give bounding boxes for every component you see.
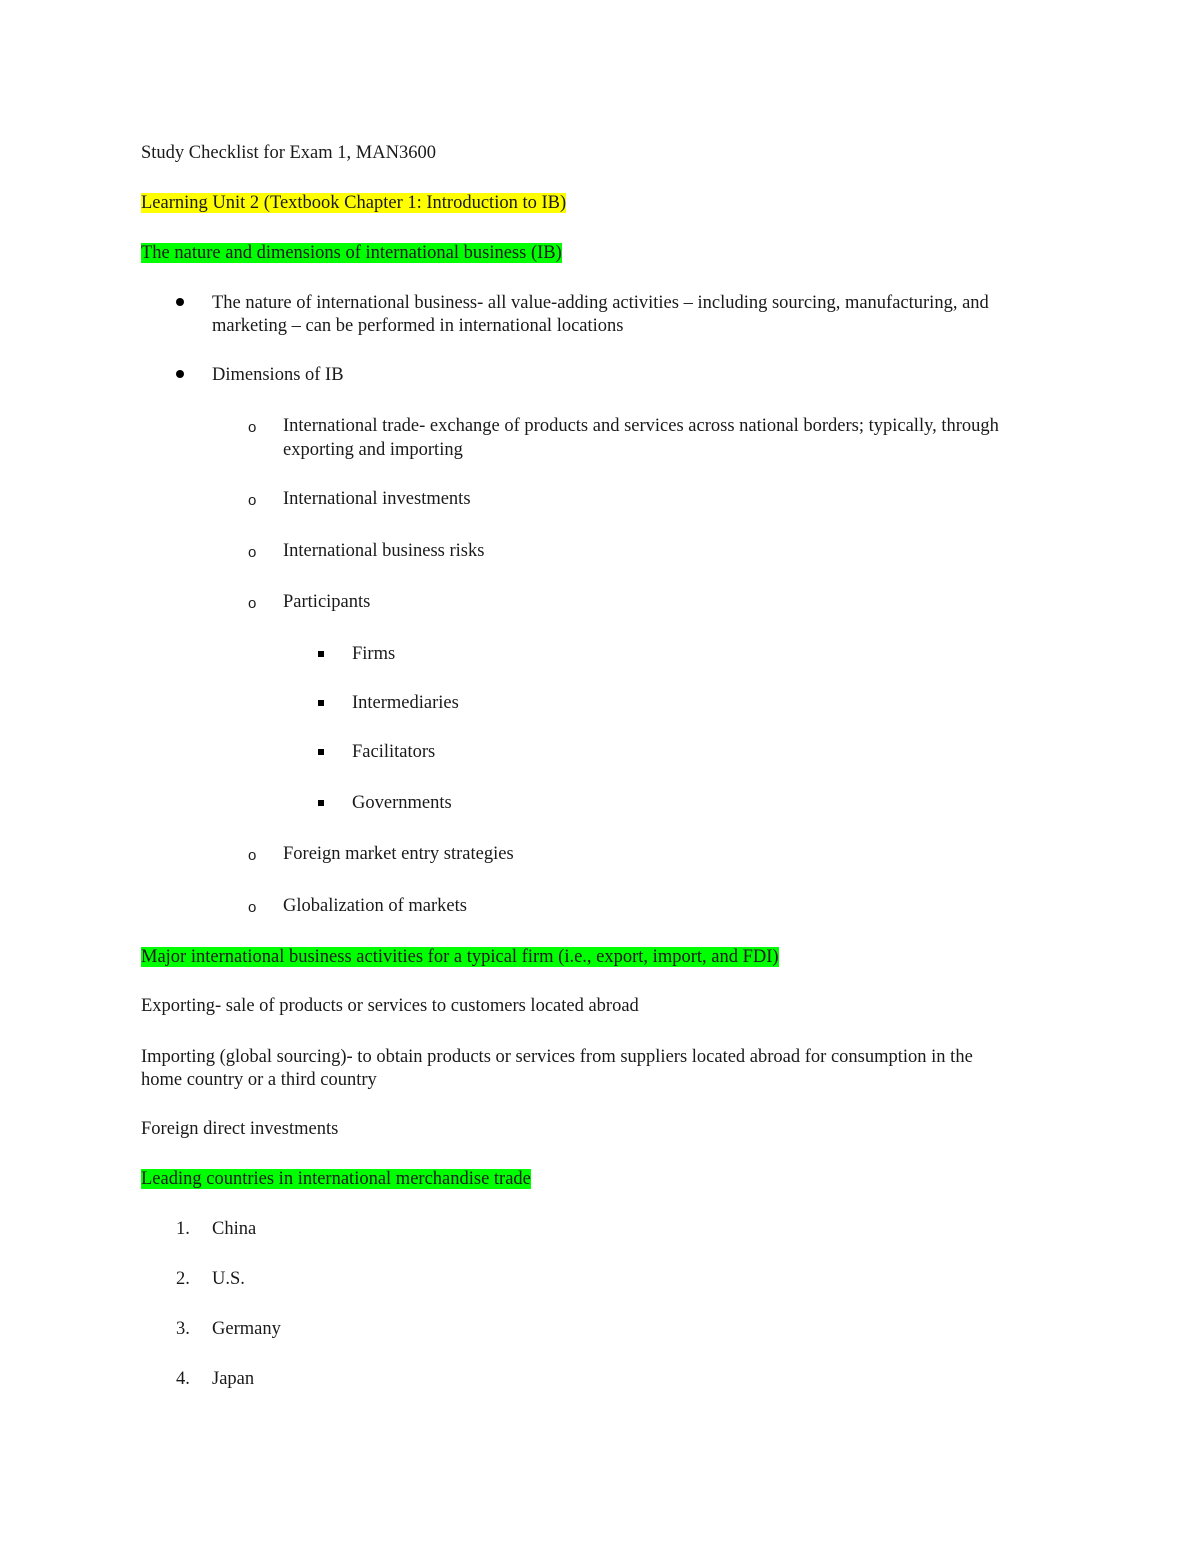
square-bullet-icon	[318, 651, 324, 657]
sub-item-trade: International trade- exchange of products and services across national borders; typically, through	[283, 416, 999, 436]
exporting-text: Exporting- sale of products or services to customers located abroad	[141, 996, 639, 1016]
unit-heading-text: Learning Unit 2 (Textbook Chapter 1: Introduction to IB)	[141, 193, 567, 213]
square-bullet-icon	[318, 700, 324, 706]
circle-bullet-icon: o	[248, 544, 257, 561]
sub-item-globalization: Globalization of markets	[283, 896, 467, 916]
bullet-dot-icon	[176, 298, 184, 306]
importing-text: home country or a third country	[141, 1070, 377, 1090]
country-item: Germany	[212, 1319, 281, 1339]
nature-heading	[141, 242, 562, 264]
importing-text: Importing (global sourcing)- to obtain products or services from suppliers located abroad for consumption in the	[141, 1047, 973, 1067]
activities-heading	[141, 946, 779, 968]
circle-bullet-icon: o	[248, 899, 257, 916]
leading-heading-text: Leading countries in international merchandise trade	[141, 1169, 531, 1189]
list-number: 4.	[176, 1369, 190, 1389]
circle-bullet-icon: o	[248, 595, 257, 612]
participant-item: Facilitators	[352, 742, 436, 762]
nature-bullet-line: The nature of international business- all value-adding activities – including sourcing, manufacturing, and	[212, 293, 989, 313]
list-number: 1.	[176, 1219, 190, 1239]
sub-item-entry: Foreign market entry strategies	[283, 844, 514, 864]
activities-heading-text: Major international business activities for a typical firm (i.e., export, import, and FDI)	[141, 947, 779, 967]
sub-item-investments: International investments	[283, 489, 471, 509]
sub-item-risks: International business risks	[283, 541, 485, 561]
dimensions-bullet: Dimensions of IB	[212, 365, 344, 385]
nature-bullet-line: marketing – can be performed in international locations	[212, 316, 624, 336]
bullet-dot-icon	[176, 370, 184, 378]
country-item: U.S.	[212, 1269, 245, 1289]
leading-heading	[141, 1168, 531, 1190]
participant-item: Intermediaries	[352, 693, 459, 713]
square-bullet-icon	[318, 800, 324, 806]
country-item: China	[212, 1219, 257, 1239]
circle-bullet-icon: o	[248, 492, 257, 509]
square-bullet-icon	[318, 749, 324, 755]
circle-bullet-icon: o	[248, 419, 257, 436]
fdi-text: Foreign direct investments	[141, 1119, 339, 1139]
circle-bullet-icon: o	[248, 847, 257, 864]
document-title: Study Checklist for Exam 1, MAN3600	[141, 143, 436, 163]
unit-heading	[141, 192, 566, 214]
sub-item-participants: Participants	[283, 592, 371, 612]
participant-item: Firms	[352, 644, 396, 664]
list-number: 3.	[176, 1319, 190, 1339]
sub-item-trade: exporting and importing	[283, 440, 463, 460]
participant-item: Governments	[352, 793, 452, 813]
list-number: 2.	[176, 1269, 190, 1289]
nature-heading-text: The nature and dimensions of international business (IB)	[141, 243, 562, 263]
country-item: Japan	[212, 1369, 255, 1389]
